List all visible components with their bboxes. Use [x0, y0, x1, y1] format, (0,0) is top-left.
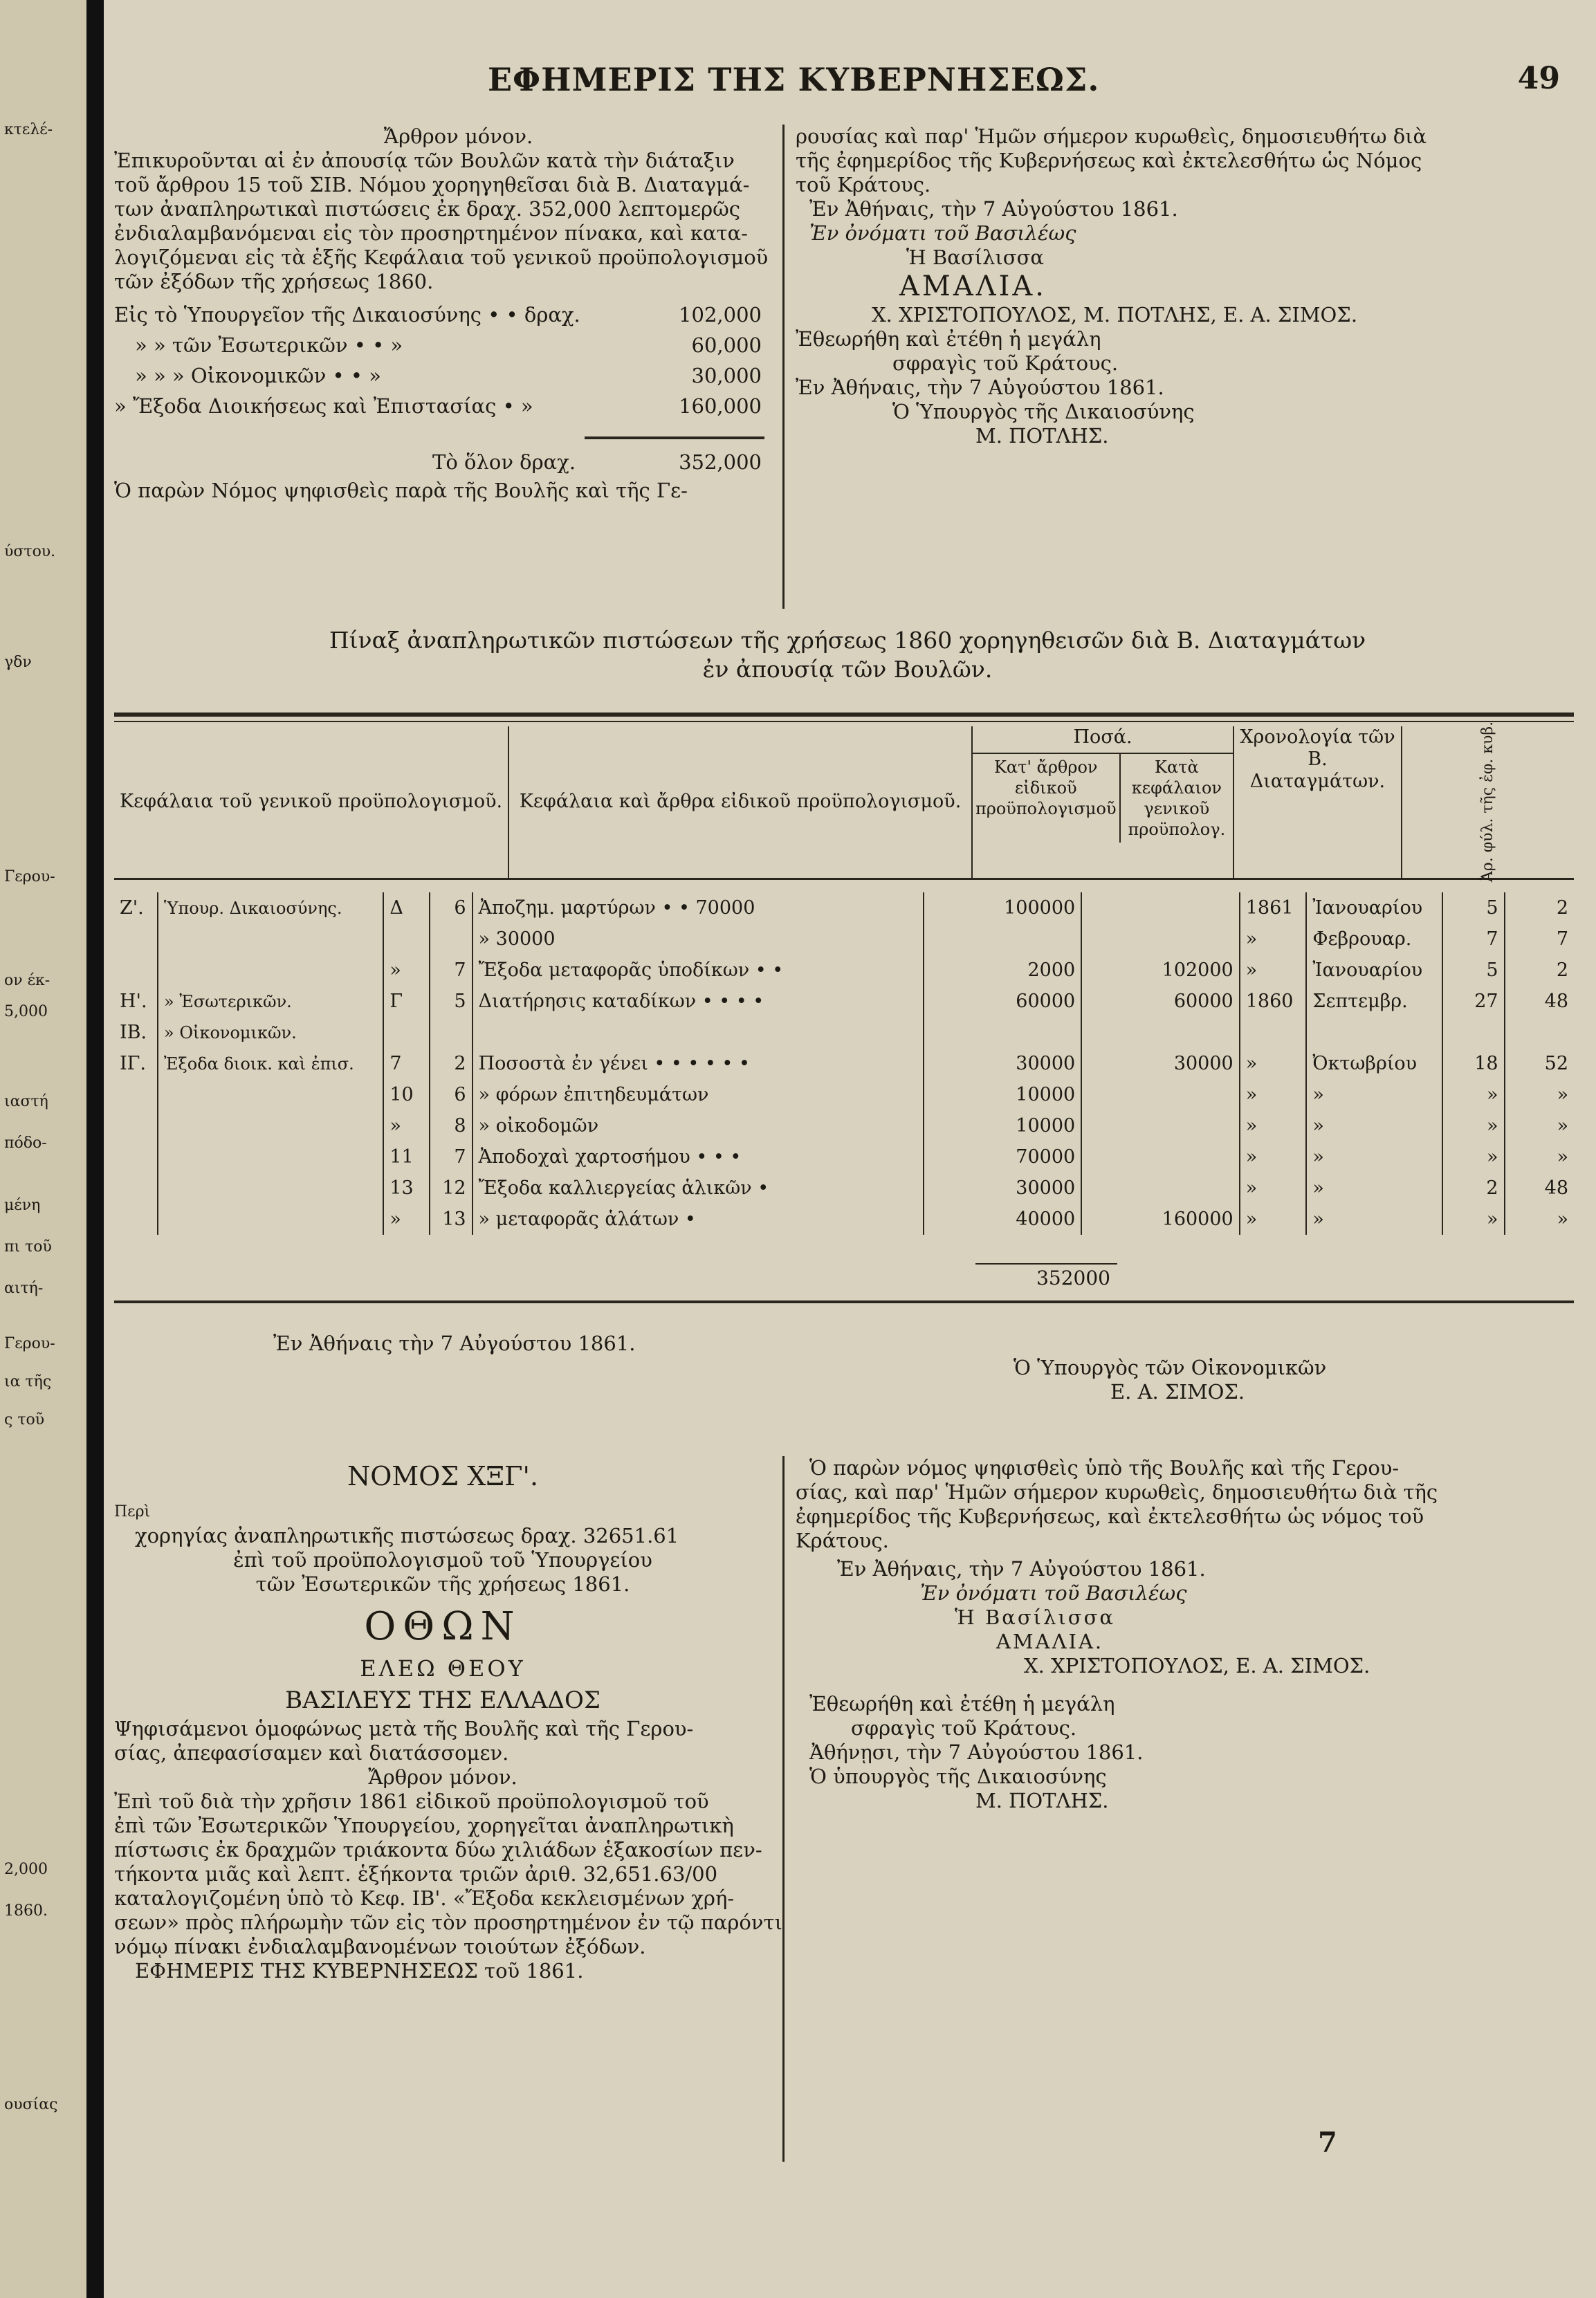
table-cell-f: 7 — [1505, 923, 1574, 955]
table-cell-g2 — [158, 1204, 383, 1235]
minister-name: Ε. Α. ΣΙΜΟΣ. — [1110, 1380, 1245, 1404]
queen-name: ΑΜΑΛΙΑ. — [996, 1630, 1104, 1653]
queen-name: ΑΜΑΛΙΑ. — [899, 270, 1047, 302]
article-heading: Ἄρθρον μόνον. — [383, 125, 533, 148]
body-line: ρουσίας καὶ παρ' Ἡμῶν σήμερον κυρωθεὶς, δημοσιευθήτω διὰ — [796, 125, 1427, 148]
table-cell-m: » — [1306, 1141, 1442, 1173]
table-row — [114, 892, 1574, 923]
table-top-rule — [114, 713, 1574, 717]
table-cell-g1 — [114, 923, 158, 955]
table-cell-p2 — [1081, 1079, 1240, 1110]
table-cell-p2: 160000 — [1081, 1204, 1240, 1235]
budget-amount: 30,000 — [691, 364, 762, 387]
header-sheet-label: Ἀρ. φύλ. τῆς ἐφ. κυβ. — [1478, 721, 1496, 883]
table-cell-p1: 10000 — [924, 1110, 1082, 1141]
preamble-line: σίας, ἀπεφασίσαμεν καὶ διατάσσομεν. — [114, 1741, 509, 1765]
table-cell-k: » — [383, 1110, 430, 1141]
right-column-top — [796, 125, 1567, 448]
budget-label: » » τῶν Ἐσωτερικῶν • • » — [135, 333, 403, 357]
total-label: Τὸ ὅλον δραχ. — [432, 450, 576, 474]
seal-line: σφραγὶς τοῦ Κράτους. — [851, 1716, 1077, 1740]
body-line: Ἐπικυροῦνται αἱ ἐν ἀπουσίᾳ τῶν Βουλῶν κατὰ τὴν διάταξιν — [114, 149, 735, 172]
table-cell-y: » — [1240, 1141, 1307, 1173]
table-cell-p1: 40000 — [924, 1204, 1082, 1235]
gutter-fragment: ύστου. — [4, 543, 56, 560]
table-cell-y: » — [1240, 923, 1307, 955]
table-cell-d — [1442, 1017, 1504, 1048]
gutter-fragment: πι τοῦ — [4, 1238, 52, 1256]
table-cell-d: 7 — [1442, 923, 1504, 955]
table-cell-a: 6 — [430, 1079, 472, 1110]
table-row — [114, 1048, 1574, 1079]
table-cell-p1: 30000 — [924, 1048, 1082, 1079]
in-name-line: Ἐν ὀνόματι τοῦ Βασιλέως — [920, 1581, 1187, 1605]
table-row — [114, 1079, 1574, 1110]
table-cell-g2 — [158, 1173, 383, 1204]
header-sheet-number — [1402, 721, 1574, 883]
page-number: 49 — [1517, 61, 1560, 96]
article-heading: Ἄρθρον μόνον. — [368, 1765, 517, 1789]
gutter-fragment: ια τῆς — [4, 1373, 52, 1390]
table-cell-k: Δ — [383, 892, 430, 923]
table-cell-g2 — [158, 923, 383, 955]
budget-row — [114, 300, 771, 330]
seal-line: Ἐθεωρήθη καὶ ἐτέθη ἡ μεγάλη — [796, 327, 1101, 351]
table-cell-a — [430, 1017, 472, 1048]
table-row — [114, 1017, 1574, 1048]
law-body-line: σεων» πρὸς πλήρωμὴν τῶν εἰς τὸν προσηρτημένον ἐν τῷ παρόντι — [114, 1911, 782, 1934]
table-cell-desc: » μεταφορᾶς ἁλάτων • — [473, 1204, 924, 1235]
budget-row — [114, 330, 771, 360]
table-cell-a: 2 — [430, 1048, 472, 1079]
budget-breakdown — [114, 300, 771, 421]
gutter-fragment: 2,000 — [4, 1861, 48, 1878]
budget-amount: 160,000 — [679, 394, 762, 418]
law-body-line: Ἐπὶ τοῦ διὰ τὴν χρῆσιν 1861 εἰδικοῦ προϋπολογισμοῦ τοῦ — [114, 1790, 709, 1813]
law-body-line: τήκοντα μιᾶς καὶ λεπτ. ἑξήκοντα τριῶν ἀριθ. 32,651.63/00 — [114, 1862, 718, 1886]
minister-title: Ὁ Ὑπουργὸς τῶν Οἰκονομικῶν — [1013, 1356, 1327, 1379]
right-column-bottom — [796, 1456, 1567, 1813]
table-cell-desc: Διατήρησις καταδίκων • • • • — [473, 986, 924, 1017]
table-cell-f: » — [1505, 1141, 1574, 1173]
table-cell-y: » — [1240, 1079, 1307, 1110]
table-cell-f: » — [1505, 1204, 1574, 1235]
gutter-fragment: 1860. — [4, 1902, 48, 1920]
table-cell-d: » — [1442, 1141, 1504, 1173]
gutter-fragment: κτελέ- — [4, 121, 53, 138]
law-title: ΝΟΜΟΣ ΧΞΓ'. — [347, 1461, 539, 1491]
table-cell-m: Σεπτεμβρ. — [1306, 986, 1442, 1017]
table-row — [114, 1204, 1574, 1235]
sheet-number — [1318, 2126, 1359, 2159]
sheet-number-value: 7 — [1318, 2126, 1337, 2159]
budget-label: » » » Οἰκονομικῶν • • » — [135, 364, 381, 387]
table-cell-g1 — [114, 1173, 158, 1204]
table-cell-desc: » 30000 — [473, 923, 924, 955]
table-cell-a: 5 — [430, 986, 472, 1017]
gazette-page — [114, 0, 1581, 2298]
law-peri: Περὶ — [114, 1503, 151, 1520]
table-cell-p1: 10000 — [924, 1079, 1082, 1110]
gutter-fragment: ον έκ- — [4, 972, 51, 989]
binding-shadow — [86, 0, 104, 2298]
table-cell-k — [383, 923, 430, 955]
table-cell-p2 — [1081, 1173, 1240, 1204]
header-per-article: Κατ' ἄρθρον εἰδικοῦ προϋπολογισμοῦ — [973, 754, 1121, 843]
table-cell-p2 — [1081, 1017, 1240, 1048]
law-body-line: ἐπὶ τῶν Ἐσωτερικῶν Ὑπουργείου, χορηγεῖται ἀναπληρωτικὴ — [114, 1814, 734, 1837]
law-desc: τῶν Ἐσωτερικῶν τῆς χρήσεως 1861. — [255, 1572, 630, 1596]
gutter-fragment: αιτή- — [4, 1280, 44, 1297]
table-cell-f: 2 — [1505, 955, 1574, 986]
table-date: Ἐν Ἀθήναις τὴν 7 Αὐγούστου 1861. — [273, 1332, 636, 1355]
appropriations-body — [114, 892, 1574, 1235]
table-cell-p1: 70000 — [924, 1141, 1082, 1173]
table-cell-p2: 60000 — [1081, 986, 1240, 1017]
body-line: ἐνδιαλαμβανόμεναι εἰς τὸν προσηρτημένον πίνακα, καὶ κατα- — [114, 221, 748, 245]
body-line: τῆς ἐφημερίδος τῆς Κυβερνήσεως καὶ ἐκτελεσθήτω ὡς Νόμος — [796, 149, 1422, 172]
seal-date: Ἐν Ἀθήναις, τὴν 7 Αὐγούστου 1861. — [796, 376, 1164, 399]
table-cell-a: 8 — [430, 1110, 472, 1141]
table-cell-desc: » οἰκοδομῶν — [473, 1110, 924, 1141]
table-cell-y — [1240, 1017, 1307, 1048]
table-cell-desc: Ἀποζημ. μαρτύρων • • 70000 — [473, 892, 924, 923]
table-cell-g1 — [114, 955, 158, 986]
table-cell-desc: Ἀποδοχαὶ χαρτοσήμου • • • — [473, 1141, 924, 1173]
table-cell-g1: Ζ'. — [120, 897, 144, 919]
table-total-cell — [975, 1266, 1110, 1290]
table-cell-g2: » Ἐσωτερικῶν. — [158, 986, 383, 1017]
table-cell-m: Ἰανουαρίου — [1306, 955, 1442, 986]
king-name: ΟΘΩΝ — [364, 1604, 522, 1649]
table-cell-d: » — [1442, 1079, 1504, 1110]
table-cell-k: 10 — [383, 1079, 430, 1110]
table-cell-k: » — [383, 1204, 430, 1235]
table-cell-desc: Ἔξοδα καλλιεργείας ἁλικῶν • — [473, 1173, 924, 1204]
total-rule — [975, 1263, 1117, 1265]
table-cell-f: 48 — [1505, 986, 1574, 1017]
grace-line: ΕΛΕΩ ΘΕΟΥ — [360, 1655, 526, 1682]
table-cell-desc: Ἔξοδα μεταφορᾶς ὑποδίκων • • — [473, 955, 924, 986]
law-column — [114, 1460, 782, 1983]
table-cell-a: 6 — [430, 892, 472, 923]
law-body-line: νόμῳ πίνακι ἐνδιαλαμβανομένων τοιούτων ἐξόδων. — [114, 1935, 646, 1958]
left-column-top — [114, 125, 775, 503]
table-cell-k: Γ — [383, 986, 430, 1017]
table-cell-y: » — [1240, 1204, 1307, 1235]
gutter-fragment: Γερου- — [4, 1335, 55, 1352]
table-cell-d: » — [1442, 1110, 1504, 1141]
table-cell-f — [1505, 1017, 1574, 1048]
budget-amount: 102,000 — [679, 303, 762, 327]
table-cell-g1: Η'. — [120, 991, 147, 1012]
budget-row — [114, 360, 771, 391]
minister-title: Ὁ ὑπουργὸς τῆς Δικαιοσύνης — [809, 1765, 1107, 1788]
table-bottom-rule — [114, 1300, 1574, 1303]
promulgation-date: Ἐν Ἀθήναις, τὴν 7 Αὐγούστου 1861. — [837, 1557, 1206, 1581]
queen-title: Ἡ Βασίλισσα — [955, 1606, 1115, 1629]
table-cell-k: » — [383, 955, 430, 986]
table-row — [114, 986, 1574, 1017]
table-cell-m: » — [1306, 1204, 1442, 1235]
table-caption-line: ἐν ἀπουσίᾳ τῶν Βουλῶν. — [702, 656, 993, 683]
table-cell-p2: 102000 — [1081, 955, 1240, 986]
table-cell-p2 — [1081, 1110, 1240, 1141]
gutter-fragment: μένη — [4, 1197, 41, 1214]
table-cell-y: » — [1240, 1110, 1307, 1141]
law-desc: ἐπὶ τοῦ προϋπολογισμοῦ τοῦ Ὑπουργείου — [233, 1548, 652, 1572]
promulgation-date: Ἐν Ἀθήναις, τὴν 7 Αὐγούστου 1861. — [809, 197, 1178, 221]
in-name-line: Ἐν ὀνόματι τοῦ Βασιλέως — [809, 221, 1076, 245]
table-cell-k: 13 — [383, 1173, 430, 1204]
table-cell-f: 52 — [1505, 1048, 1574, 1079]
header-special-chapters: Κεφάλαια καὶ ἄρθρα εἰδικοῦ προϋπολογισμοῦ. — [508, 726, 972, 879]
header-per-chapter: Κατὰ κεφάλαιον γενικοῦ προϋπολογ. — [1128, 757, 1226, 839]
table-row — [114, 1110, 1574, 1141]
table-cell-g1 — [114, 1204, 158, 1235]
page-header — [114, 61, 1574, 109]
table-total: 352000 — [1036, 1267, 1110, 1289]
table-cell-p2 — [1081, 1141, 1240, 1173]
table-cell-p2: 30000 — [1081, 1048, 1240, 1079]
signatories: Χ. ΧΡΙΣΤΟΠΟΥΛΟΣ, Ε. Α. ΣΙΜΟΣ. — [1024, 1654, 1370, 1677]
seal-line: Ἐθεωρήθη καὶ ἐτέθη ἡ μεγάλη — [809, 1692, 1115, 1716]
table-cell-g2: » Οἰκονομικῶν. — [158, 1017, 383, 1048]
table-cell-y: 1860 — [1240, 986, 1307, 1017]
header-amounts-sub — [973, 753, 1233, 843]
body-line: Κράτους. — [796, 1529, 889, 1552]
body-line: λογιζόμεναι εἰς τὰ ἑξῆς Κεφάλαια τοῦ γενικοῦ προϋπολογισμοῦ — [114, 246, 769, 269]
table-cell-m: » — [1306, 1110, 1442, 1141]
gutter-fragment: ς τοῦ — [4, 1411, 45, 1428]
table-cell-d: 18 — [1442, 1048, 1504, 1079]
table-row — [114, 1141, 1574, 1173]
table-cell-f: 48 — [1505, 1173, 1574, 1204]
table-cell-g1 — [114, 1079, 158, 1110]
table-cell-g1: ΙΓ. — [120, 1053, 146, 1074]
appropriations-table — [114, 721, 1574, 883]
binding-gutter — [0, 0, 104, 2298]
table-top-rule — [114, 721, 1574, 722]
seal-date: Ἀθήνῃσι, τὴν 7 Αὐγούστου 1861. — [809, 1740, 1144, 1764]
body-line: σίας, καὶ παρ' Ἡμῶν σήμερον κυρωθεὶς, δημοσιευθήτω διὰ τῆς — [796, 1480, 1438, 1504]
table-cell-p1: 2000 — [924, 955, 1082, 986]
table-cell-p1 — [924, 1017, 1082, 1048]
table-cell-k: 11 — [383, 1141, 430, 1173]
table-cell-g2: Ὑπουρ. Δικαιοσύνης. — [158, 892, 383, 923]
body-line: ἐφημερίδος τῆς Κυβερνήσεως, καὶ ἐκτελεσθήτω ὡς νόμος τοῦ — [796, 1505, 1424, 1528]
table-cell-d: 27 — [1442, 986, 1504, 1017]
table-cell-a: 13 — [430, 1204, 472, 1235]
gutter-fragment: ιαστή — [4, 1093, 48, 1110]
table-caption — [114, 626, 1581, 684]
king-title: ΒΑΣΙΛΕΥΣ ΤΗΣ ΕΛΛΑΔΟΣ — [285, 1686, 600, 1714]
body-line: των ἀναπληρωτικαὶ πιστώσεις ἐκ δραχ. 352,000 λεπτομερῶς — [114, 197, 741, 221]
table-cell-m: Ἰανουαρίου — [1306, 892, 1442, 923]
body-line: τοῦ Κράτους. — [796, 173, 931, 196]
gutter-fragment: ουσίας — [4, 2096, 58, 2113]
budget-total-row — [114, 450, 771, 475]
table-cell-g2: Ἐξοδα διοικ. καὶ ἐπισ. — [158, 1048, 383, 1079]
budget-amount: 60,000 — [691, 333, 762, 357]
table-footer-signature — [1013, 1356, 1567, 1404]
table-cell-p1 — [924, 923, 1082, 955]
budget-label: » Ἔξοδα Διοικήσεως καὶ Ἐπιστασίας • » — [114, 394, 533, 418]
gutter-fragment: 5,000 — [4, 1003, 48, 1020]
gutter-fragment: πόδο- — [4, 1134, 47, 1152]
law-body-line: καταλογιζομένη ὑπὸ τὸ Κεφ. ΙΒ'. «Ἔξοδα κεκλεισμένων χρή- — [114, 1886, 735, 1910]
table-cell-desc: » φόρων ἐπιτηδευμάτων — [473, 1079, 924, 1110]
table-cell-a: 12 — [430, 1173, 472, 1204]
body-line: Ὁ παρὼν Νόμος ψηφισθεὶς παρὰ τῆς Βουλῆς καὶ τῆς Γε- — [114, 479, 688, 502]
law-desc: χορηγίας ἀναπληρωτικῆς πιστώσεως δραχ. 32651.61 — [135, 1524, 679, 1547]
table-cell-p2 — [1081, 892, 1240, 923]
seal-line: σφραγὶς τοῦ Κράτους. — [892, 351, 1119, 375]
table-cell-a: 7 — [430, 955, 472, 986]
queen-title: Ἡ Βασίλισσα — [906, 246, 1044, 269]
body-line: Ὁ παρὼν νόμος ψηφισθεὶς ὑπὸ τῆς Βουλῆς καὶ τῆς Γερου- — [809, 1456, 1400, 1480]
table-cell-a: 7 — [430, 1141, 472, 1173]
table-cell-p1: 100000 — [924, 892, 1082, 923]
header-general-chapters: Κεφάλαια τοῦ γενικοῦ προϋπολογισμοῦ. — [120, 791, 503, 813]
table-cell-m: » — [1306, 1173, 1442, 1204]
table-cell-m: Φεβρουαρ. — [1306, 923, 1442, 955]
gutter-fragment: γδν — [4, 654, 32, 671]
table-cell-g1 — [114, 1110, 158, 1141]
sum-rule — [585, 436, 764, 439]
body-line: τῶν ἐξόδων τῆς χρήσεως 1860. — [114, 270, 434, 293]
table-cell-p2 — [1081, 923, 1240, 955]
budget-label: Εἰς τὸ Ὑπουργεῖον τῆς Δικαιοσύνης • • δραχ. — [114, 303, 580, 327]
header-decree-dates: Χρονολογία τῶν Β. Διαταγμάτων. — [1233, 726, 1402, 879]
table-cell-f: 2 — [1505, 892, 1574, 923]
table-header-row — [114, 726, 1574, 879]
table-cell-p1: 30000 — [924, 1173, 1082, 1204]
preamble-line: Ψηφισάμενοι ὁμοφώνως μετὰ τῆς Βουλῆς καὶ τῆς Γερου- — [114, 1717, 694, 1740]
table-cell-g2 — [158, 1079, 383, 1110]
table-cell-f: » — [1505, 1079, 1574, 1110]
table-row — [114, 955, 1574, 986]
table-cell-y: » — [1240, 1173, 1307, 1204]
table-cell-desc: Ποσοστὰ ἐν γένει • • • • • • — [473, 1048, 924, 1079]
budget-total — [114, 450, 771, 475]
table-cell-d: » — [1442, 1204, 1504, 1235]
table-cell-d: 2 — [1442, 1173, 1504, 1204]
table-caption-line: Πίναξ ἀναπληρωτικῶν πιστώσεων τῆς χρήσεως 1860 χορηγηθεισῶν διὰ Β. Διαταγμάτων — [329, 627, 1366, 654]
table-cell-y: » — [1240, 1048, 1307, 1079]
table-cell-p1: 60000 — [924, 986, 1082, 1017]
table-cell-k — [383, 1017, 430, 1048]
gutter-fragment: Γερου- — [4, 868, 55, 885]
column-divider — [782, 125, 785, 609]
table-cell-k: 7 — [383, 1048, 430, 1079]
table-cell-g1 — [114, 1141, 158, 1173]
gazette-title: ΕΦΗΜΕΡΙΣ ΤΗΣ ΚΥΒΕΡΝΗΣΕΩΣ. — [488, 61, 1100, 98]
total-amount: 352,000 — [679, 450, 762, 474]
gazette-footer: ΕΦΗΜΕΡΙΣ ΤΗΣ ΚΥΒΕΡΝΗΣΕΩΣ τοῦ 1861. — [135, 1959, 584, 1983]
table-cell-g2 — [158, 955, 383, 986]
table-cell-y: » — [1240, 955, 1307, 986]
table-cell-m: » — [1306, 1079, 1442, 1110]
table-cell-d: 5 — [1442, 955, 1504, 986]
table-cell-m — [1306, 1017, 1442, 1048]
table-footer-date — [273, 1332, 896, 1356]
header-amounts-label: Ποσά. — [1073, 726, 1132, 748]
signatories: Χ. ΧΡΙΣΤΟΠΟΥΛΟΣ, Μ. ΠΟΤΛΗΣ, Ε. Α. ΣΙΜΟΣ. — [872, 303, 1358, 327]
law-body-line: πίστωσις ἐκ δραχμῶν τριάκοντα δύω χιλιάδων ἑξακοσίων πεν- — [114, 1838, 762, 1862]
table-cell-a — [430, 923, 472, 955]
minister-name: Μ. ΠΟΤΛΗΣ. — [975, 424, 1109, 448]
body-line: τοῦ ἄρθρου 15 τοῦ ΣΙΒ. Νόμου χορηγηθεῖσαι διὰ Β. Διαταγμά- — [114, 173, 750, 196]
table-cell-y: 1861 — [1240, 892, 1307, 923]
minister-name: Μ. ΠΟΤΛΗΣ. — [975, 1789, 1109, 1812]
table-row — [114, 923, 1574, 955]
table-cell-g2 — [158, 1141, 383, 1173]
table-cell-m: Ὀκτωβρίου — [1306, 1048, 1442, 1079]
column-divider — [782, 1456, 785, 2162]
table-row — [114, 1173, 1574, 1204]
table-cell-g2 — [158, 1110, 383, 1141]
table-cell-d: 5 — [1442, 892, 1504, 923]
minister-title: Ὁ Ὑπουργὸς τῆς Δικαιοσύνης — [892, 400, 1195, 423]
table-cell-desc — [473, 1017, 924, 1048]
table-rows — [114, 892, 1574, 1235]
budget-row — [114, 391, 771, 421]
table-cell-g1: ΙΒ. — [120, 1022, 147, 1043]
table-cell-f: » — [1505, 1110, 1574, 1141]
header-amounts — [972, 726, 1233, 879]
